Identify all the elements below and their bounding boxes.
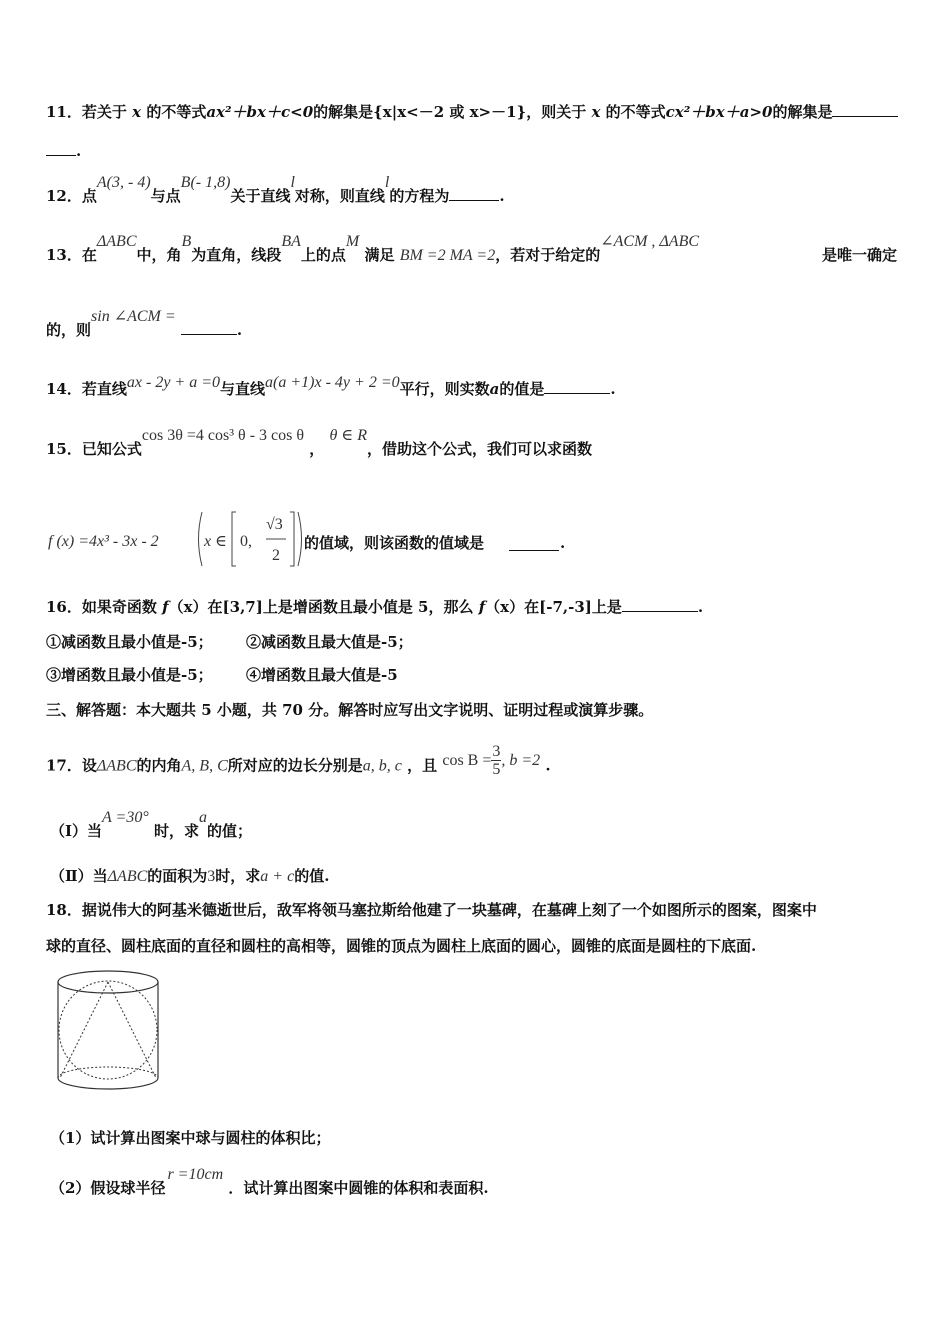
- cone-left-edge: [60, 982, 108, 1078]
- cylinder-bottom-back: [58, 1067, 158, 1078]
- option-3[interactable]: ③增函数且最小值是-5；: [46, 666, 213, 684]
- cylinder-bottom-front: [58, 1078, 158, 1089]
- question-18-cont: 球的直径、圆柱底面的直径和圆柱的高相等，圆锥的顶点为圆柱上底面的圆心，圆锥的底面是圆柱的下底面.: [46, 937, 757, 955]
- option-2[interactable]: ②减函数且最大值是-5；: [246, 633, 413, 651]
- answer-blank[interactable]: [181, 320, 237, 335]
- answer-blank[interactable]: [544, 379, 610, 394]
- option-row-2: [46, 665, 398, 685]
- option-4[interactable]: ④增函数且最大值是-5: [246, 666, 398, 684]
- question-15: 15．已知公式cos 3θ =4 cos³ θ - 3 cos θ ， θ ∈ R，借助这个公式，我们可以求函数: [46, 427, 592, 458]
- question-17: 17．设ΔABC的内角A, B, C所对应的边长分别是a, b, c ，且 cos B = $\frac{3}{5}$ , b =2 .: [46, 743, 551, 778]
- function-definition: f (x) =4x³ - 3x - 2 x ∈ 0, √3 2 的值域，则该函数的值域是 .: [48, 516, 159, 572]
- question-17-part-1: （Ⅰ）当A =30° 时，求a的值；: [50, 809, 252, 840]
- question-16: 16．如果奇函数 f（x）在[3,7]上是增函数且最小值是 5，那么 f（x）在[-7,-3]上是 .: [46, 598, 704, 616]
- answer-blank[interactable]: [509, 536, 559, 551]
- question-14: 14．若直线ax - 2y + a =0与直线a(a +1)x - 4y + 2 =0平行，则实数a的值是 .: [46, 374, 616, 398]
- archimedes-figure: [54, 965, 166, 1095]
- question-18-part-2: （2）假设球半径r =10cm ．试计算出图案中圆锥的体积和表面积.: [50, 1166, 489, 1197]
- question-17-part-2: （Ⅱ）当ΔABC的面积为3时，求a + c的值.: [50, 867, 330, 885]
- question-11-cont: .: [46, 141, 81, 161]
- option-1[interactable]: ①减函数且最小值是-5；: [46, 633, 213, 651]
- sphere-outline: [59, 981, 157, 1079]
- question-12: 12．点A(3, - 4)与点B(- 1,8)关于直线l对称，则直线l的方程为 .: [46, 174, 505, 205]
- question-13-cont: 的，则sin ∠ACM = .: [46, 308, 243, 339]
- question-13: 13．在ΔABC中，角B为直角，线段BA上的点M 满足 BM =2 MA =2，若对于给定的∠ACM , ΔABC: [46, 233, 700, 264]
- question-13-tail: 是唯一确定: [822, 246, 898, 264]
- question-11: 11．若关于 x 的不等式ax²＋bx＋c<0的解集是{x|x<－2 或 x>－1}，则关于 x 的不等式cx²＋bx＋a>0的解集是: [46, 102, 898, 122]
- answer-blank[interactable]: [832, 102, 898, 117]
- question-18-part-1: （1）试计算出图案中球与圆柱的体积比；: [50, 1129, 331, 1147]
- answer-blank[interactable]: [622, 597, 698, 612]
- answer-blank[interactable]: [449, 186, 499, 201]
- question-18: 18．据说伟大的阿基米德逝世后，敌军将领马塞拉斯给他建了一块墓碑，在墓碑上刻了一个如图所示的图案，图案中: [46, 901, 817, 919]
- answer-blank[interactable]: [46, 141, 76, 156]
- fraction: $\frac{3}{5}$: [492, 743, 501, 778]
- section-heading: 三、解答题：本大题共 5 小题，共 70 分。解答时应写出文字说明、证明过程或演算步骤。: [46, 701, 654, 719]
- option-row-1: [46, 632, 413, 652]
- cone-right-edge: [108, 982, 156, 1078]
